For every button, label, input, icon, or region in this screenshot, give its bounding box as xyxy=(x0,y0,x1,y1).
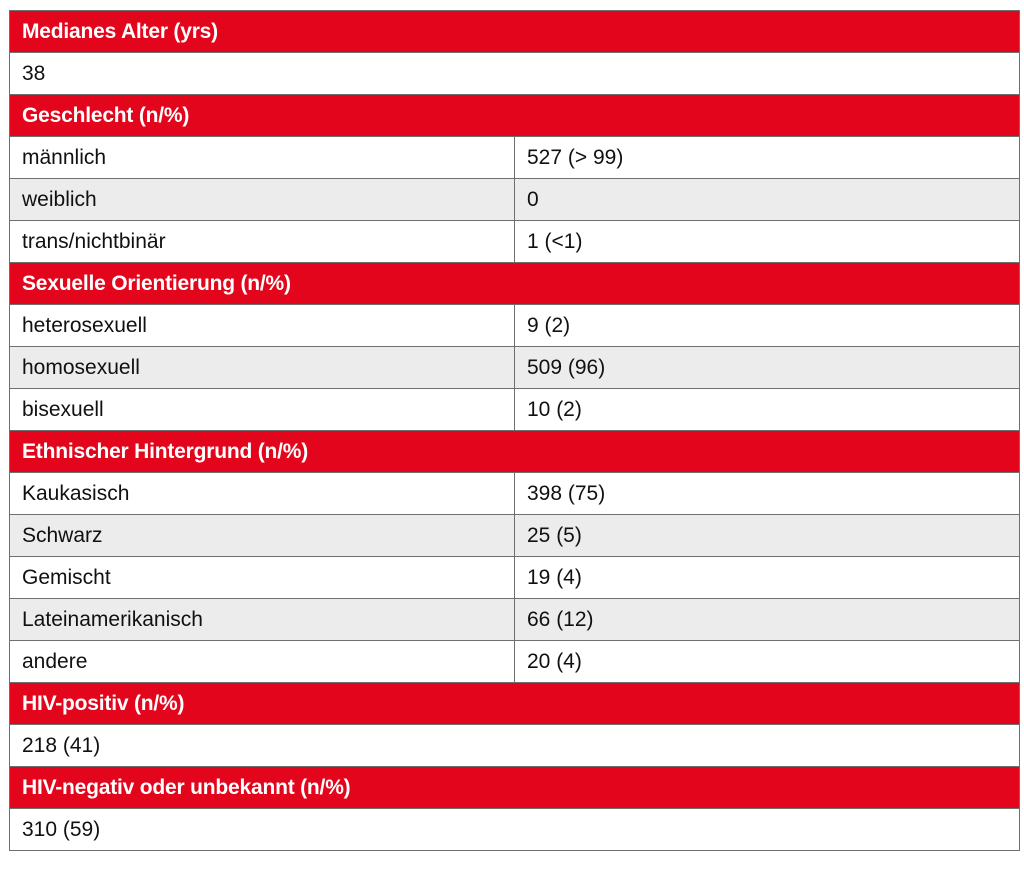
section-header-gender: Geschlecht (n/%) xyxy=(10,95,1020,137)
section-header-row xyxy=(10,683,1020,725)
demographics-table xyxy=(9,10,1020,851)
hiv-negative-value: 310 (59) xyxy=(10,809,1020,851)
row-label: homosexuell xyxy=(10,347,515,389)
table-row xyxy=(10,641,1020,683)
row-value: 19 (4) xyxy=(515,557,1020,599)
table-row xyxy=(10,137,1020,179)
section-header-hiv-negative: HIV-negativ oder unbekannt (n/%) xyxy=(10,767,1020,809)
single-value-row xyxy=(10,809,1020,851)
row-value: 10 (2) xyxy=(515,389,1020,431)
table-row xyxy=(10,599,1020,641)
section-header-row xyxy=(10,431,1020,473)
single-value-row xyxy=(10,53,1020,95)
section-header-row xyxy=(10,767,1020,809)
row-label: Lateinamerikanisch xyxy=(10,599,515,641)
row-value: 0 xyxy=(515,179,1020,221)
table-row xyxy=(10,305,1020,347)
section-header-ethnicity: Ethnischer Hintergrund (n/%) xyxy=(10,431,1020,473)
row-label: Gemischt xyxy=(10,557,515,599)
section-header-median-age: Medianes Alter (yrs) xyxy=(10,11,1020,53)
row-value: 25 (5) xyxy=(515,515,1020,557)
row-label: weiblich xyxy=(10,179,515,221)
row-value: 9 (2) xyxy=(515,305,1020,347)
row-label: heterosexuell xyxy=(10,305,515,347)
hiv-positive-value: 218 (41) xyxy=(10,725,1020,767)
row-label: bisexuell xyxy=(10,389,515,431)
single-value-row xyxy=(10,725,1020,767)
section-header-row xyxy=(10,263,1020,305)
row-label: männlich xyxy=(10,137,515,179)
table-row xyxy=(10,557,1020,599)
table-row xyxy=(10,347,1020,389)
table-row xyxy=(10,389,1020,431)
row-label: Kaukasisch xyxy=(10,473,515,515)
section-header-hiv-positive: HIV-positiv (n/%) xyxy=(10,683,1020,725)
row-label: trans/nichtbinär xyxy=(10,221,515,263)
table-row xyxy=(10,179,1020,221)
table-row xyxy=(10,473,1020,515)
row-label: andere xyxy=(10,641,515,683)
section-header-row xyxy=(10,95,1020,137)
section-header-sexual-orientation: Sexuelle Orientierung (n/%) xyxy=(10,263,1020,305)
table-row xyxy=(10,221,1020,263)
row-value: 66 (12) xyxy=(515,599,1020,641)
row-value: 509 (96) xyxy=(515,347,1020,389)
row-value: 527 (> 99) xyxy=(515,137,1020,179)
median-age-value: 38 xyxy=(10,53,1020,95)
row-value: 1 (<1) xyxy=(515,221,1020,263)
row-label: Schwarz xyxy=(10,515,515,557)
row-value: 398 (75) xyxy=(515,473,1020,515)
section-header-row xyxy=(10,11,1020,53)
table-row xyxy=(10,515,1020,557)
row-value: 20 (4) xyxy=(515,641,1020,683)
